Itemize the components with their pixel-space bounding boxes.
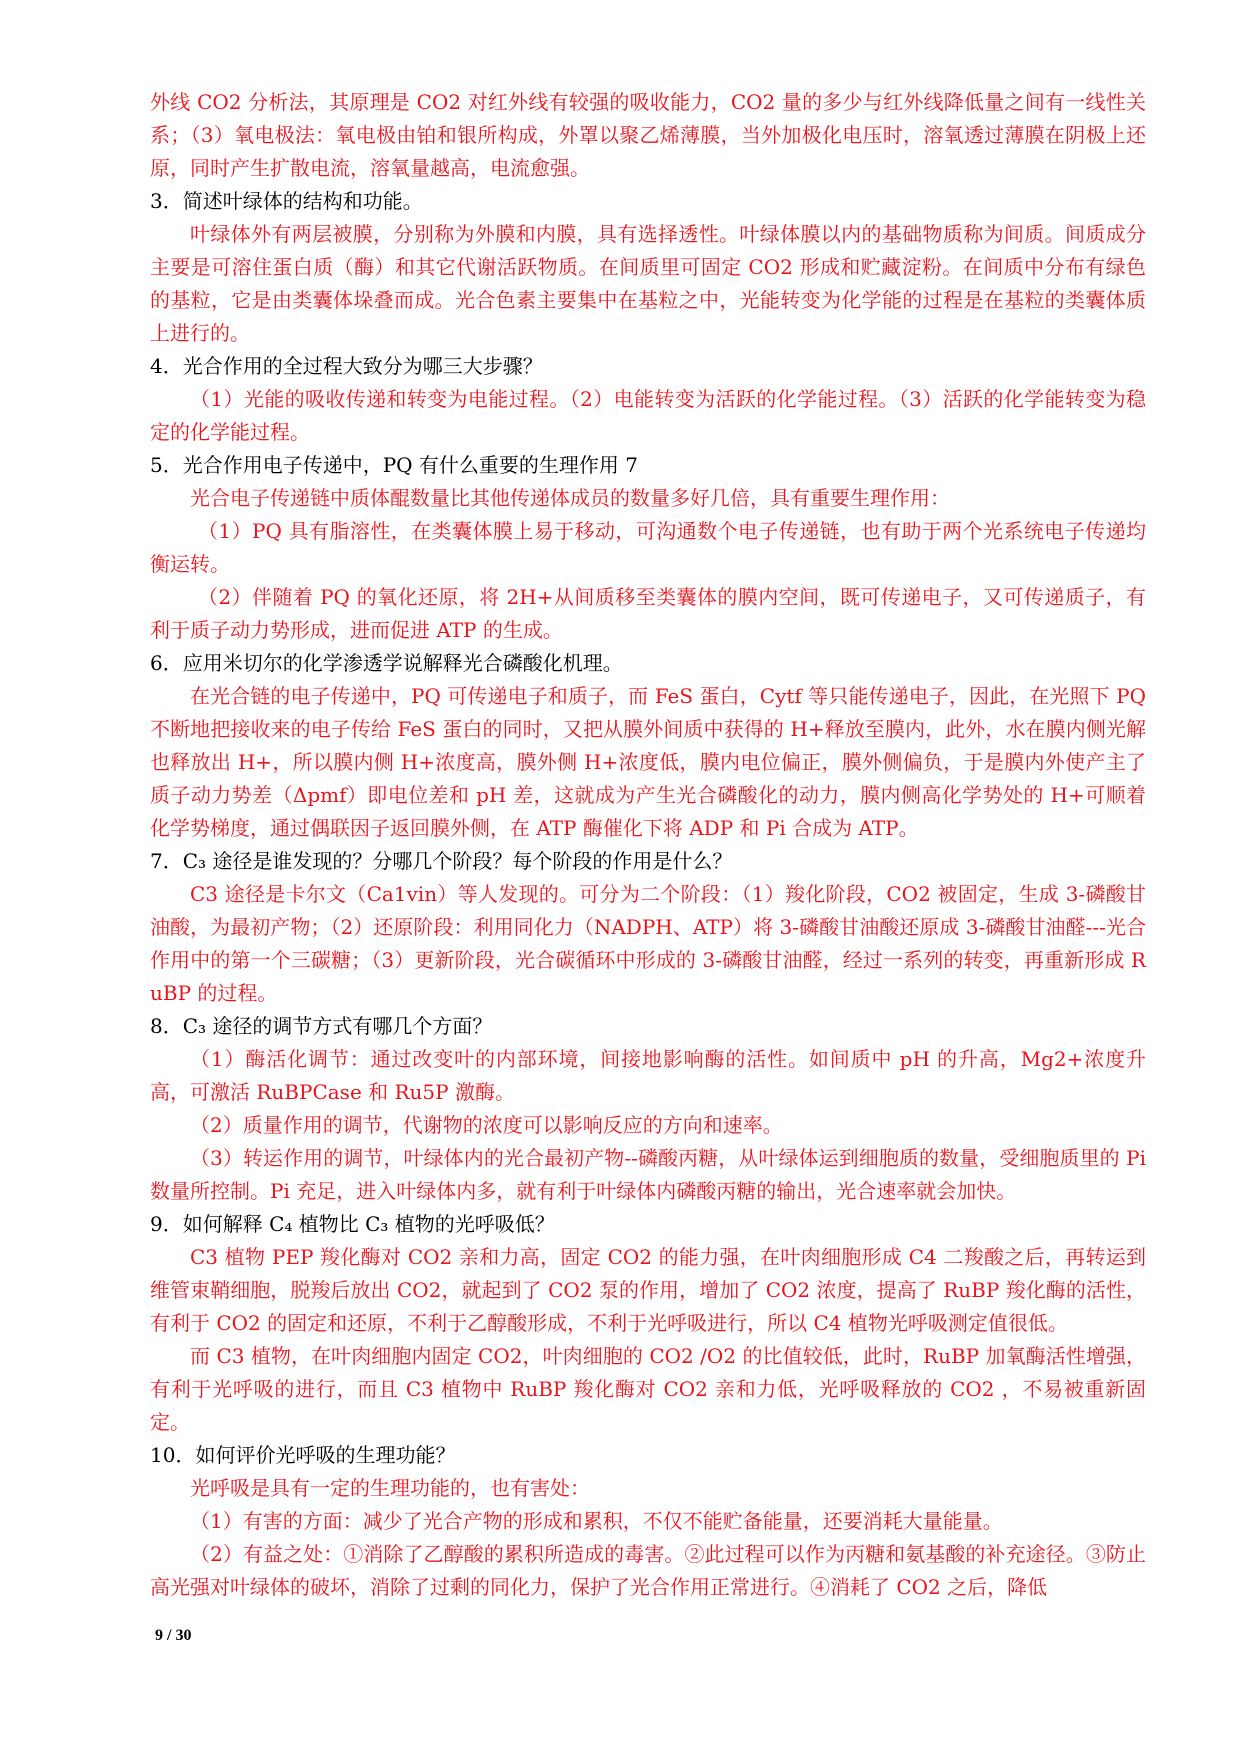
answer-paragraph: （2）伴随着 PQ 的氧化还原，将 2H+从间质移至类囊体的膜内空间，既可传递电子，又可传递质子，有利于质子动力势形成，进而促进 ATP 的生成。 [150, 585, 1146, 642]
answer-paragraph: （2）有益之处：①消除了乙醇酸的累积所造成的毒害。②此过程可以作为丙糖和氨基酸的补充途径。③防止高光强对叶绿体的破坏，消除了过剩的同化力，保护了光合作用正常进行。④消耗了 CO2 之后，降低 [150, 1542, 1146, 1599]
answer-paragraph: 光合电子传递链中质体醌数量比其他传递体成员的数量多好几倍，具有重要生理作用： [190, 486, 950, 510]
question-heading: 8．C₃ 途径的调节方式有哪几个方面？ [150, 1014, 493, 1038]
answer-paragraph: （1）光能的吸收传递和转变为电能过程。（2）电能转变为活跃的化学能过程。（3）活跃的化学能转变为稳定的化学能过程。 [150, 387, 1146, 444]
question-heading: 4．光合作用的全过程大致分为哪三大步骤？ [150, 354, 543, 378]
answer-paragraph: （1）PQ 具有脂溶性，在类囊体膜上易于移动，可沟通数个电子传递链，也有助于两个光系统电子传递均衡运转。 [150, 519, 1146, 576]
document-body [150, 86, 1146, 1604]
answer-paragraph: （3）转运作用的调节，叶绿体内的光合最初产物--磷酸丙糖，从叶绿体运到细胞质的数量，受细胞质里的 Pi 数量所控制。Pi 充足，进入叶绿体内多，就有利于叶绿体内磷酸丙糖的输出，光合速率就会加快。 [150, 1146, 1146, 1203]
answer-paragraph: 在光合链的电子传递中，PQ 可传递电子和质子，而 FeS 蛋白，Cytf 等只能传递电子，因此，在光照下 PQ 不断地把接收来的电子传给 FeS 蛋白的同时，又把从膜外间质中获得的 H+释放至膜内，此外，水在膜内侧光解也释放出 H+，所以膜内侧 H+浓度高，膜外侧 H+浓度低，膜内电位偏正，膜外侧偏负，于是膜内外使产主了质子动力势差（Δpmf）即电位差和 pH 差，这就成为产生光合磷酸化的动力，膜内侧高化学势处的 H+可顺着化学势梯度，通过偶联因子返回膜外侧，在 ATP 酶催化下将 ADP 和 Pi 合成为 ATP。 [150, 684, 1146, 840]
answer-paragraph: C3 途径是卡尔文（Ca1vin）等人发现的。可分为二个阶段：（1）羧化阶段，CO2 被固定，生成 3-磷酸甘油酸，为最初产物；（2）还原阶段：利用同化力（NADPH、ATP）将 3-磷酸甘油酸还原成 3-磷酸甘油醛---光合作用中的第一个三碳糖；（3）更新阶段，光合碳循环中形成的 3-磷酸甘油醛，经过一系列的转变，再重新形成 RuBP 的过程。 [150, 882, 1146, 1005]
question-heading: 10．如何评价光呼吸的生理功能？ [150, 1443, 456, 1467]
page-number: 9 / 30 [155, 1627, 192, 1644]
answer-paragraph: 叶绿体外有两层被膜，分别称为外膜和内膜，具有选择透性。叶绿体膜以内的基础物质称为间质。间质成分主要是可溶住蛋白质（酶）和其它代谢活跃物质。在间质里可固定 CO2 形成和贮藏淀粉。在间质中分布有绿色的基粒，它是由类囊体垛叠而成。光合色素主要集中在基粒之中，光能转变为化学能的过程是在基粒的类囊体质上进行的。 [150, 222, 1146, 345]
question-heading: 3．简述叶绿体的结构和功能。 [150, 189, 423, 213]
answer-paragraph: 外线 CO2 分析法，其原理是 CO2 对红外线有较强的吸收能力，CO2 量的多少与红外线降低量之间有一线性关系；（3）氧电极法：氧电极由铂和银所构成，外罩以聚乙烯薄膜，当外加极化电压时，溶氧透过薄膜在阴极上还原，同时产生扩散电流，溶氧量越高，电流愈强。 [150, 90, 1146, 180]
answer-paragraph: C3 植物 PEP 羧化酶对 CO2 亲和力高，固定 CO2 的能力强，在叶肉细胞形成 C4 二羧酸之后，再转运到维管束鞘细胞，脱羧后放出 CO2，就起到了 CO2 泵的作用，增加了 CO2 浓度，提高了 RuBP 羧化酶的活性，有利于 CO2 的固定和还原，不利于乙醇酸形成，不利于光呼吸进行，所以 C4 植物光呼吸测定值很低。 [150, 1245, 1146, 1335]
question-heading: 5．光合作用电子传递中，PQ 有什么重要的生理作用 7 [150, 453, 639, 477]
question-heading: 9．如何解释 C₄ 植物比 C₃ 植物的光呼吸低？ [150, 1212, 555, 1236]
question-heading: 6．应用米切尔的化学渗透学说解释光合磷酸化机理。 [150, 651, 623, 675]
answer-paragraph: （1）有害的方面：减少了光合产物的形成和累积，不仅不能贮备能量，还要消耗大量能量。 [190, 1509, 1003, 1533]
question-heading: 7．C₃ 途径是谁发现的？分哪几个阶段？每个阶段的作用是什么？ [150, 849, 733, 873]
answer-paragraph: 光呼吸是具有一定的生理功能的，也有害处： [190, 1476, 590, 1500]
answer-paragraph: 而 C3 植物，在叶肉细胞内固定 CO2，叶肉细胞的 CO2 /O2 的比值较低，此时，RuBP 加氧酶活性增强，有利于光呼吸的进行，而且 C3 植物中 RuBP 羧化酶对 CO2 亲和力低，光呼吸释放的 CO2 ，不易被重新固定。 [150, 1344, 1146, 1434]
answer-paragraph: （1）酶活化调节：通过改变叶的内部环境，间接地影响酶的活性。如间质中 pH 的升高，Mg2+浓度升高，可激活 RuBPCase 和 Ru5P 激酶。 [150, 1047, 1146, 1104]
answer-paragraph: （2）质量作用的调节，代谢物的浓度可以影响反应的方向和速率。 [190, 1113, 783, 1137]
